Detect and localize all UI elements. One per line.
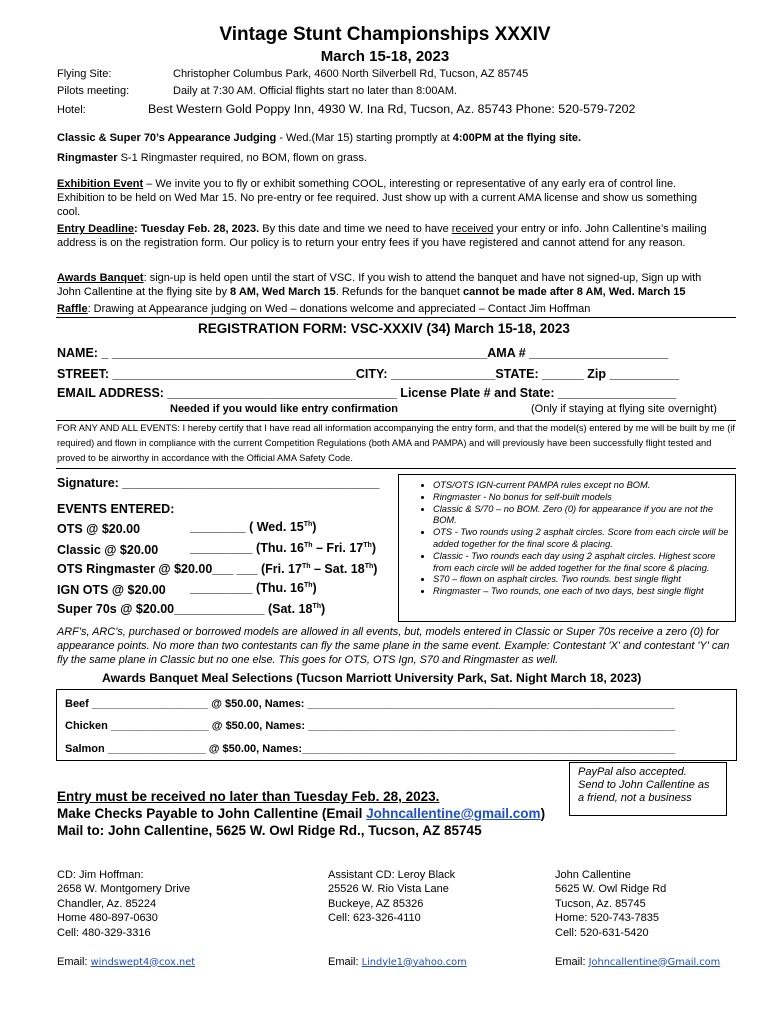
banquet-bold2: cannot be made after 8 AM, Wed. March 15	[463, 286, 686, 298]
meals-bottom-rule	[56, 760, 736, 761]
banquet-text2: . Refunds for the banquet	[335, 286, 464, 298]
raffle-info	[57, 303, 590, 315]
mailing-address: Mail to: John Callentine, 5625 W. Owl Ridge Rd., Tucson, AZ 85745	[57, 823, 482, 838]
assistant-cd-email-link[interactable]: Lindyle1@yahoo.com	[361, 956, 467, 968]
ringmaster-lead: Ringmaster	[57, 152, 118, 164]
exhibition-text: – We invite you to fly or exhibit something COOL, interesting or representative of any early era of control line. Exhibition to be held on Wed Mar 15. No pre-entry or fee required. Just show up with a current AMA license and show us something cool.	[57, 178, 697, 218]
rule-item: • Ringmaster – Two rounds, one each of two days, best single flight	[433, 586, 729, 598]
check-payable-line: Make Checks Payable to John Callentine (Email Johncallentine@gmail.com)	[57, 806, 546, 821]
meal-selections-heading: Awards Banquet Meal Selections (Tucson Marriott University Park, Sat. Night March 18, 2023)	[102, 671, 642, 685]
form-top-rule	[56, 317, 736, 318]
event-ign-ots-entry[interactable]: _________ (Thu. 16Th)	[190, 581, 317, 595]
rule-item: • Ringmaster - No bonus for self-built models	[433, 492, 729, 504]
contact-assistant-cd: Assistant CD: Leroy Black 25526 W. Rio Vista Lane Buckeye, AZ 85326 Cell: 623-326-4110 Email: Lindyle1@yahoo.com	[328, 868, 467, 968]
event-classic-entry[interactable]: _________ (Thu. 16Th – Fri. 17Th)	[190, 541, 376, 555]
page-title: Vintage Stunt Championships XXXIV	[219, 24, 551, 45]
event-ots-entry[interactable]: ________ ( Wed. 15Th)	[190, 520, 317, 534]
email-license-fields[interactable]: EMAIL ADDRESS: _________________________________ License Plate # and State: _________________	[57, 386, 677, 400]
registration-form-title: REGISTRATION FORM: VSC-XXXIV (34) March 15-18, 2023	[198, 321, 570, 336]
certification-statement: FOR ANY AND ALL EVENTS: I hereby certify that I have read all information accompanying the entry form, and that the model(s) entered by me will be built by me (if required) and flown in compliance with the current Competition Regulations (both AMA and PAMPA) and will previously have been successfully flight tested and proved to be airworthy in accordance with the Official AMA Safety Code.	[57, 423, 735, 463]
signature-field[interactable]: Signature: _____________________________________	[57, 476, 380, 490]
events-heading: EVENTS ENTERED:	[57, 502, 175, 516]
awards-banquet	[57, 271, 723, 299]
paypal-note: PayPal also accepted. Send to John Callentine as a friend, not a business	[569, 762, 727, 816]
judging-lead: Classic & Super 70’s Appearance Judging	[57, 132, 277, 144]
confirmation-note: Needed if you would like entry confirmation	[170, 403, 398, 415]
rule-item: • OTS - Two rounds using 2 asphalt circles. Score from each circle will be added together for the final score & placing.	[433, 527, 729, 551]
pilots-meeting-value: Daily at 7:30 AM. Official flights start no later than 8:00AM.	[173, 85, 458, 97]
meals-right-rule	[736, 689, 737, 761]
banquet-lead: Awards Banquet	[57, 272, 144, 284]
hotel-value: Best Western Gold Poppy Inn, 4930 W. Ina Rd, Tucson, Az. 85743 Phone: 520-579-7202	[148, 102, 636, 116]
contact-cd: CD: Jim Hoffman: 2658 W. Montgomery Drive Chandler, Az. 85224 Home 480-897-0630 Cell: 480-329-3316 Email: windswept4@cox.net	[57, 868, 196, 968]
street-city-state-zip-fields[interactable]: STREET: ___________________________________CITY: _______________STATE: ______ Zip __________	[57, 367, 680, 381]
meal-chicken-field[interactable]: Chicken ________________ @ $50.00, Names: ____________________________________________________________	[65, 720, 676, 732]
exhibition-event	[57, 177, 723, 219]
event-dates: March 15-18, 2023	[320, 48, 450, 65]
rule-item: • OTS/OTS IGN-current PAMPA rules except no BOM.	[433, 480, 729, 492]
name-ama-fields[interactable]: NAME: _ ______________________________________________________AMA # ____________________	[57, 346, 669, 360]
deadline-received: received	[451, 223, 494, 235]
ringmaster-text: S-1 Ringmaster required, no BOM, flown on grass.	[117, 152, 367, 164]
entry-deadline	[57, 222, 723, 250]
hotel-label: Hotel:	[57, 104, 86, 116]
rule-item: • S70 – flown on asphalt circles. Two rounds. best single flight	[433, 574, 729, 586]
judging-text: - Wed.(Mar 15) starting promptly at	[276, 132, 453, 144]
banquet-text1: : sign-up is held open until the start of VSC. If you wish to attend the banquet and have not signed-up, Sign up with John Callentine at the flying site by	[57, 272, 702, 298]
judging-time: 4:00PM at the flying site.	[452, 132, 582, 144]
entry-received-deadline: Entry must be received no later than Tuesday Feb. 28, 2023.	[57, 789, 440, 804]
raffle-lead: Raffle	[57, 303, 88, 315]
banquet-bold1: 8 AM, Wed March 15	[230, 286, 336, 298]
raffle-text: : Drawing at Appearance judging on Wed – donations welcome and appreciated – Contact Jim Hoffman	[87, 303, 591, 315]
rule-item: • Classic & S/70 – no BOM. Zero (0) for appearance if you are not the BOM.	[433, 504, 729, 528]
appearance-judging	[57, 132, 581, 144]
meals-left-rule	[56, 689, 57, 761]
pilots-meeting-label: Pilots meeting:	[57, 85, 130, 97]
cert-bottom-rule	[56, 468, 736, 469]
ringmaster-info	[57, 152, 367, 164]
deadline-date: : Tuesday Feb. 28, 2023.	[134, 223, 260, 235]
meals-top-rule	[56, 689, 736, 690]
event-super70s-entry[interactable]: Super 70s @ $20.00_____________ (Sat. 18Th)	[57, 602, 326, 616]
event-classic-price: Classic @ $20.00	[57, 543, 159, 557]
deadline-text2: your entry or info. John Callentine’s mailing address is on the registration form. Our policy is to return your entry fees if you have registered and cannot attend for any reason.	[57, 223, 707, 249]
deadline-text1: By this date and time we need to have	[259, 223, 452, 235]
deadline-lead: Entry Deadline	[57, 223, 135, 235]
flying-site-label: Flying Site:	[57, 68, 112, 80]
event-ots-price: OTS @ $20.00	[57, 522, 141, 536]
arf-note: ARF’s, ARC’s, purchased or borrowed models are allowed in all events, but, models entered in Classic or Super 70s receive a zero (0) for appearance points. No more than two contestants can fly the same plane in the same event. Example: Contestant 'X' and contestant 'Y' can fly the same plane in Classic but no one else. This goes for OTS, OTS Ign, S70 and Ringmaster as well.	[57, 626, 730, 666]
event-ign-ots-price: IGN OTS @ $20.00	[57, 583, 166, 597]
meal-beef-field[interactable]: Beef ___________________ @ $50.00, Names: ____________________________________________________________	[65, 698, 675, 710]
exhibition-lead: Exhibition Event	[57, 178, 144, 190]
event-ots-ringmaster-entry[interactable]: OTS Ringmaster @ $20.00___ ___ (Fri. 17Th – Sat. 18Th)	[57, 562, 378, 576]
license-plate-note: (Only if staying at flying site overnight)	[531, 403, 717, 415]
event-rules-box	[398, 474, 736, 622]
payable-email-link[interactable]: Johncallentine@gmail.com	[366, 806, 541, 821]
meal-salmon-field[interactable]: Salmon ________________ @ $50.00, Names:_____________________________________________________________	[65, 743, 676, 755]
rule-item: • Classic - Two rounds each day using 2 asphalt circles. Highest score from each circle will be added together for the final score & placing.	[433, 551, 729, 575]
flying-site-value: Christopher Columbus Park, 4600 North Silverbell Rd, Tucson, AZ 85745	[173, 68, 529, 80]
contact-john-callentine: John Callentine 5625 W. Owl Ridge Rd Tucson, Az. 85745 Home: 520-743-7835 Cell: 520-631-5420 Email: Johncallentine@Gmail.com	[555, 868, 721, 968]
callentine-email-link[interactable]: Johncallentine@Gmail.com	[588, 956, 721, 968]
cd-email-link[interactable]: windswept4@cox.net	[90, 956, 196, 968]
